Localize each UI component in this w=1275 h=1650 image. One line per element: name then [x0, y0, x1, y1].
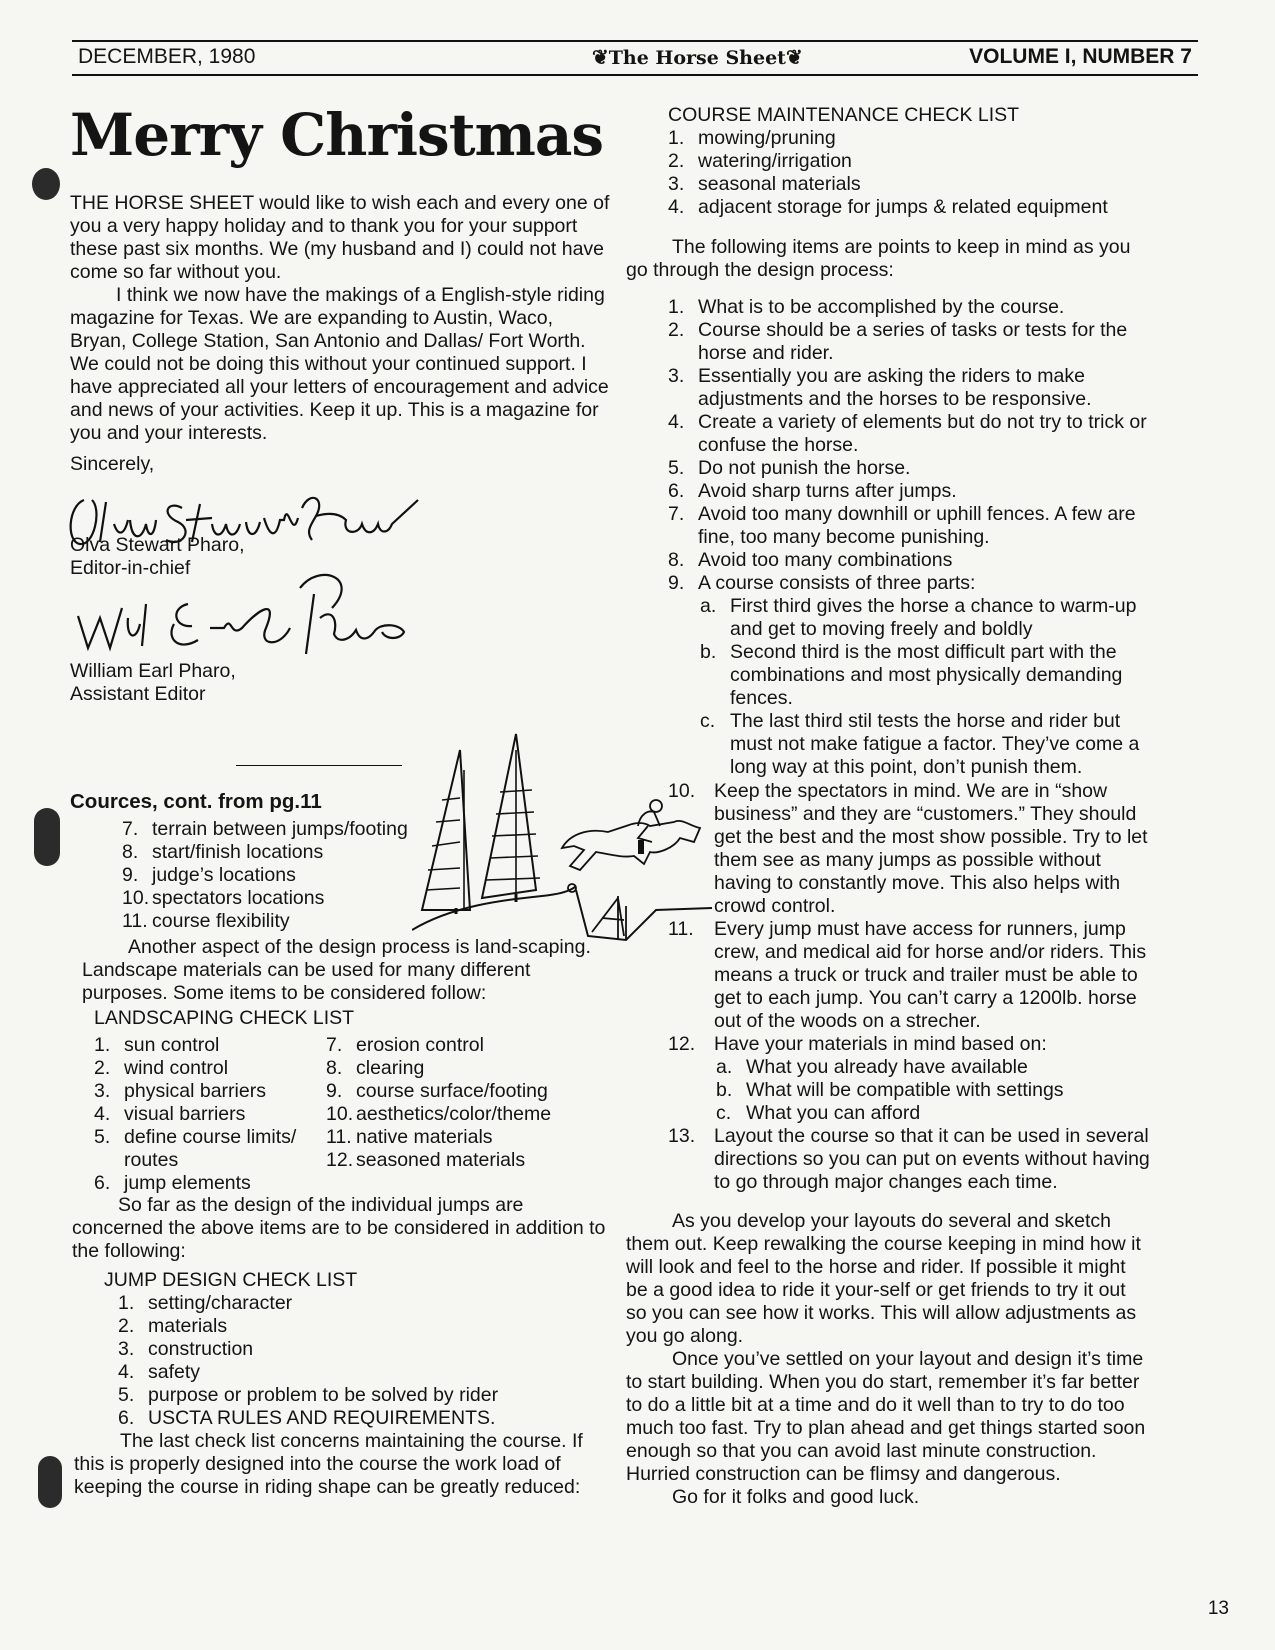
design-point-text: Essentially you are asking the riders to make adjustments and the horses to be responsive.	[698, 365, 1092, 410]
assistant-credit	[70, 660, 370, 706]
closing-section	[626, 1210, 1146, 1509]
course-item-text: spectators locations	[152, 887, 325, 909]
course-item-text: judge’s locations	[152, 864, 296, 886]
design-points-continued	[668, 780, 1156, 1194]
jump-item-number: 5.	[118, 1384, 135, 1406]
material-item-number: b.	[716, 1079, 733, 1101]
maint-item-text: seasonal materials	[698, 173, 861, 195]
landscape-intro	[82, 936, 614, 1030]
landscape-item	[326, 1103, 606, 1126]
course-item-number: 10.	[122, 887, 150, 909]
design-point-number: 13.	[668, 1125, 696, 1147]
design-point	[668, 365, 1148, 411]
holly-icon: ❦	[592, 45, 609, 69]
landscape-item-text: seasoned materials	[356, 1149, 526, 1171]
course-item	[122, 910, 442, 933]
holly-icon: ❦	[785, 45, 803, 69]
course-item-number: 8.	[122, 841, 139, 863]
editor-title: Editor-in-chief	[70, 557, 191, 579]
course-part-number: c.	[700, 710, 716, 732]
landscape-item-number: 2.	[94, 1057, 111, 1079]
landscape-item	[94, 1172, 326, 1195]
jump-item	[118, 1292, 598, 1315]
assistant-name: William Earl Pharo,	[70, 660, 236, 682]
landscape-item-text: physical barriers	[124, 1080, 266, 1102]
landscape-item	[94, 1034, 326, 1057]
landscape-item-number: 11.	[326, 1126, 352, 1148]
course-part	[700, 710, 1148, 779]
course-part-text: Second third is the most difficult part with the combinations and most physically demanding fences.	[730, 641, 1123, 709]
design-point-number: 12.	[668, 1033, 696, 1055]
design-point	[668, 411, 1148, 457]
course-item-number: 9.	[122, 864, 139, 886]
landscape-item-text: course surface/footing	[356, 1080, 548, 1102]
jump-item	[118, 1361, 598, 1384]
design-point-text: Layout the course so that it can be used in several directions so you can put on events without having to go through major changes each time.	[714, 1125, 1150, 1193]
jump-item-number: 4.	[118, 1361, 135, 1383]
courses-section	[70, 790, 630, 813]
design-point-text: Keep the spectators in mind. We are in “show business” and they are “customers.” They should get the best and the most show possible. Try to let them see as many jumps as possible without having to constantly move. This also helps with crowd control.	[714, 780, 1148, 917]
jump-item	[118, 1338, 598, 1361]
design-point	[668, 319, 1148, 365]
jump-item	[118, 1315, 598, 1338]
landscape-heading: LANDSCAPING CHECK LIST	[94, 1007, 355, 1029]
course-part-text: First third gives the horse a chance to warm-up and get to moving freely and boldly	[730, 595, 1137, 640]
course-part-text: The last third stil tests the horse and rider but must not make fatigue a factor. They’ve come a long way at this point, don’t punish them.	[730, 710, 1140, 778]
maint-item	[668, 196, 1188, 219]
maint-intro	[74, 1430, 614, 1499]
course-item	[122, 864, 442, 887]
punch-hole	[32, 168, 60, 200]
course-item-text: start/finish locations	[152, 841, 324, 863]
design-point	[668, 918, 1156, 1033]
maint-item-number: 1.	[668, 127, 685, 149]
material-item-number: a.	[716, 1056, 733, 1078]
design-point-text: Create a variety of elements but do not try to trick or confuse the horse.	[698, 411, 1147, 456]
design-point-number: 1.	[668, 296, 685, 318]
landscape-item	[94, 1126, 326, 1172]
landscape-item-text: native materials	[356, 1126, 493, 1148]
landscape-item-number: 4.	[94, 1103, 111, 1125]
volume-number: VOLUME I, NUMBER 7	[969, 45, 1192, 68]
courses-heading: Cources, cont. from pg.11	[70, 790, 322, 813]
design-point-text: Avoid sharp turns after jumps.	[698, 480, 957, 502]
maint-item	[668, 173, 1188, 196]
landscape-item-number: 8.	[326, 1057, 343, 1079]
jump-item-number: 2.	[118, 1315, 135, 1337]
assistant-title: Assistant Editor	[70, 683, 206, 705]
jump-heading: JUMP DESIGN CHECK LIST	[104, 1269, 358, 1291]
landscape-item	[94, 1080, 326, 1103]
assistant-signature	[70, 568, 420, 658]
landscape-paragraph: Another aspect of the design process is land-scaping. Landscape materials can be used for many different purposes. Some items to be considered follow:	[82, 936, 591, 1004]
landscape-item-text: wind control	[124, 1057, 229, 1079]
landscape-item-text: sun control	[124, 1034, 220, 1056]
landscape-list-left	[94, 1034, 326, 1195]
design-point	[668, 1125, 1156, 1194]
punch-hole	[34, 808, 60, 866]
landscape-item	[326, 1149, 606, 1172]
maint-item-text: mowing/pruning	[698, 127, 836, 149]
material-item	[716, 1056, 1156, 1079]
design-point-number: 4.	[668, 411, 685, 433]
design-point-text: Do not punish the horse.	[698, 457, 911, 479]
design-point-number: 3.	[668, 365, 685, 387]
design-point-number: 7.	[668, 503, 685, 525]
material-item-text: What you can afford	[746, 1102, 921, 1124]
design-point-text: Avoid too many combinations	[698, 549, 953, 571]
issue-date: DECEMBER, 1980	[78, 45, 256, 68]
design-point-text: Course should be a series of tasks or tests for the horse and rider.	[698, 319, 1128, 364]
closing-paragraph: Once you’ve settled on your layout and design it’s time to start building. When you do start, remember it’s far better to do a little bit at a time and do it well than to try to do too much too fast. Try to plan ahead and get things started soon enough so that you can avoid last minute construction. Hurried construction can be flimsy and dangerous.	[626, 1348, 1146, 1485]
maint-item	[668, 150, 1188, 173]
design-point	[668, 457, 1148, 480]
section-divider	[236, 765, 402, 766]
course-item-number: 7.	[122, 818, 139, 840]
course-item	[122, 887, 442, 910]
landscape-item-number: 1.	[94, 1034, 111, 1056]
landscape-item-text: visual barriers	[124, 1103, 246, 1125]
courses-list	[122, 818, 442, 933]
landscape-item-number: 5.	[94, 1126, 111, 1148]
landscape-item	[326, 1034, 606, 1057]
course-item-text: terrain between jumps/footing	[152, 818, 408, 840]
letter-closing: Sincerely,	[70, 453, 155, 475]
course-part	[700, 641, 1148, 710]
landscape-item	[94, 1057, 326, 1080]
landscape-item-number: 12.	[326, 1149, 354, 1171]
design-point	[668, 480, 1148, 503]
landscape-item-text: define course limits/ routes	[124, 1126, 297, 1171]
maint-item-text: watering/irrigation	[698, 150, 852, 172]
christmas-headline: Merry Christmas	[70, 101, 604, 169]
design-point-text: A course consists of three parts:	[698, 572, 976, 594]
letter-paragraph: THE HORSE SHEET would like to wish each and every one of you a very happy holiday and to thank you for your support these past six months. We (my husband and I) could not have come so far without you.	[70, 192, 610, 283]
maint-item	[668, 127, 1188, 150]
design-point	[668, 549, 1148, 572]
letter-paragraph: I think we now have the makings of a English-style riding magazine for Texas. We are expanding to Austin, Waco, Bryan, College Station, San Antonio and Dallas/ Fort Worth. We could not be doing this without your continued support. I have appreciated all your letters of encouragement and advice and news of your activities. Keep it up. This is a magazine for you and your interests.	[70, 284, 609, 444]
design-point-number: 2.	[668, 319, 685, 341]
design-point-number: 10.	[668, 780, 696, 802]
jump-item-text: materials	[148, 1315, 228, 1337]
design-point-number: 9.	[668, 572, 685, 594]
landscape-item	[94, 1103, 326, 1126]
design-point-number: 11.	[668, 918, 694, 940]
maint-item-number: 2.	[668, 150, 685, 172]
jump-intro	[72, 1194, 612, 1292]
design-point	[668, 296, 1148, 319]
editor-name: Olva Stewart Pharo,	[70, 534, 245, 556]
closing-paragraph: As you develop your layouts do several and sketch them out. Keep rewalking the course keeping in mind how it will look and feel to the horse and rider. If possible it might be a good idea to ride it your-self or get friends to try it out so you can see how it works. This will allow adjustments as you go along.	[626, 1210, 1141, 1347]
jump-item	[118, 1384, 598, 1407]
landscape-item-text: clearing	[356, 1057, 425, 1079]
material-item-text: What will be compatible with settings	[746, 1079, 1064, 1101]
course-item-number: 11.	[122, 910, 148, 932]
jump-item-text: USCTA RULES AND REQUIREMENTS.	[148, 1407, 496, 1429]
design-point	[668, 1033, 1156, 1056]
jump-item-text: purpose or problem to be solved by rider	[148, 1384, 499, 1406]
maint-item-number: 4.	[668, 196, 685, 218]
material-item	[716, 1102, 1156, 1125]
landscape-item-number: 6.	[94, 1172, 111, 1194]
landscape-item-text: jump elements	[124, 1172, 251, 1194]
jump-item-number: 1.	[118, 1292, 135, 1314]
landscape-item-number: 7.	[326, 1034, 343, 1056]
design-point-text: What is to be accomplished by the course.	[698, 296, 1065, 318]
landscape-item	[326, 1057, 606, 1080]
maint-heading: COURSE MAINTENANCE CHECK LIST	[668, 104, 1020, 126]
maint-item-text: adjacent storage for jumps & related equipment	[698, 196, 1108, 218]
publication-name	[592, 45, 803, 69]
design-point-text: Have your materials in mind based on:	[714, 1033, 1047, 1055]
design-point	[668, 780, 1156, 918]
punch-hole	[38, 1456, 62, 1508]
material-item-text: What you already have available	[746, 1056, 1028, 1078]
jump-item-text: safety	[148, 1361, 201, 1383]
design-point-text: Avoid too many downhill or uphill fences. A few are fine, too many become punishing.	[698, 503, 1136, 548]
design-point-number: 5.	[668, 457, 685, 479]
maintenance-section	[668, 104, 1188, 219]
landscape-item-number: 10.	[326, 1103, 354, 1125]
design-point-number: 8.	[668, 549, 685, 571]
course-item-text: course flexibility	[152, 910, 290, 932]
jump-paragraph: So far as the design of the individual jumps are concerned the above items are to be considered in addition to the following:	[72, 1194, 606, 1262]
design-point	[668, 572, 1148, 595]
design-paragraph: The following items are points to keep in mind as you go through the design process:	[626, 236, 1131, 281]
landscape-item-number: 3.	[94, 1080, 111, 1102]
jump-item-text: setting/character	[148, 1292, 293, 1314]
masthead	[72, 40, 1198, 76]
design-point	[668, 503, 1148, 549]
horse-jump-illustration	[412, 730, 712, 945]
jump-item-text: construction	[148, 1338, 254, 1360]
design-points	[668, 296, 1148, 779]
design-intro	[626, 236, 1146, 282]
jump-item-number: 3.	[118, 1338, 135, 1360]
design-point-text: Every jump must have access for runners, jump crew, and medical aid for horse and/or riders. This means a truck or truck and trailer must be able to get to each jump. You can’t carry a 1200lb. horse out of the woods on a strecher.	[714, 918, 1147, 1032]
material-item-number: c.	[716, 1102, 732, 1124]
publication-title: The Horse Sheet	[608, 47, 786, 69]
landscape-item-text: aesthetics/color/theme	[356, 1103, 552, 1125]
material-item	[716, 1079, 1156, 1102]
landscape-item	[326, 1126, 606, 1149]
maint-paragraph: The last check list concerns maintaining the course. If this is properly designed into the course the work load of keeping the course in riding shape can be greatly reduced:	[74, 1430, 583, 1498]
jump-item-number: 6.	[118, 1407, 135, 1429]
christmas-letter	[70, 192, 610, 476]
design-point-number: 6.	[668, 480, 685, 502]
course-item	[122, 818, 442, 841]
landscape-list-right	[326, 1034, 606, 1172]
page-number: 13	[1207, 1598, 1229, 1619]
landscape-item-text: erosion control	[356, 1034, 484, 1056]
jump-item	[118, 1407, 598, 1430]
landscape-item	[326, 1080, 606, 1103]
landscape-item-number: 9.	[326, 1080, 343, 1102]
course-part-number: a.	[700, 595, 717, 617]
maint-item-number: 3.	[668, 173, 685, 195]
course-part	[700, 595, 1148, 641]
course-item	[122, 841, 442, 864]
closing-paragraph: Go for it folks and good luck.	[672, 1486, 920, 1508]
jump-list	[118, 1292, 598, 1430]
course-part-number: b.	[700, 641, 717, 663]
